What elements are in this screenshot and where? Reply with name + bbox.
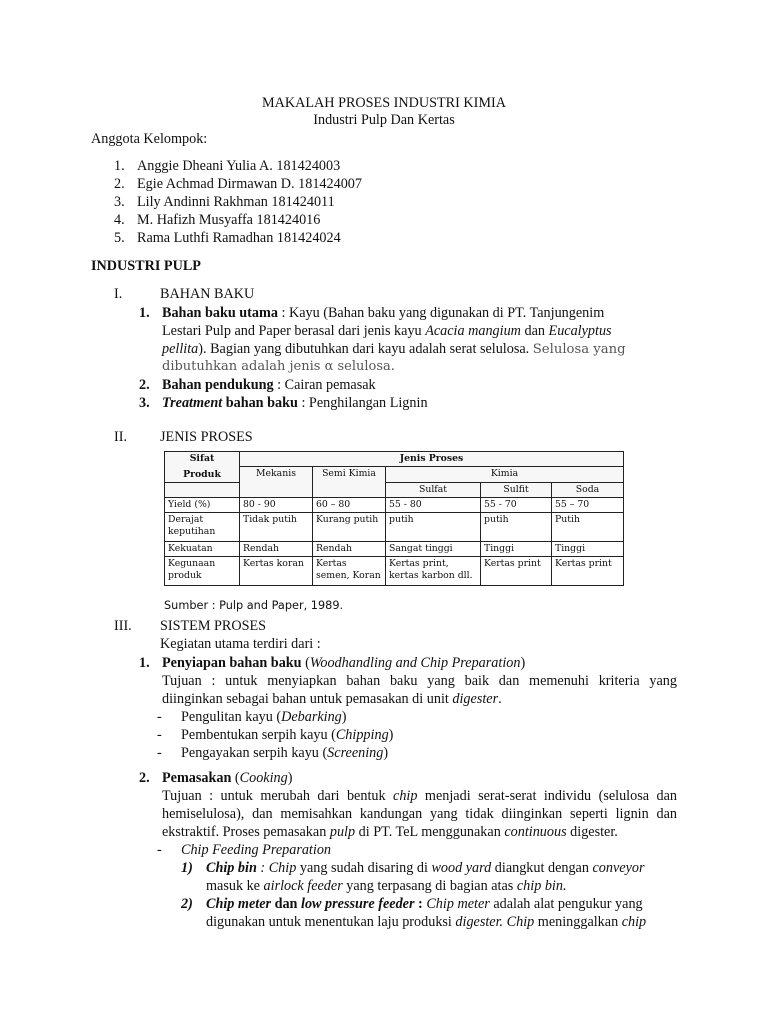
english-term: digester <box>452 691 499 707</box>
member-name: Egie Achmad Dirmawan D. 181424007 <box>137 176 362 192</box>
text-run: di PT. TeL menggunakan <box>355 824 505 840</box>
table-cell: Kertas print <box>552 557 624 586</box>
english-term: airlock feeder <box>263 878 343 894</box>
list-number: 1) <box>181 860 193 876</box>
text-run: diinginkan sebagai bahan untuk pemasakan di unit <box>162 691 453 707</box>
term-label: Pemasakan <box>162 770 232 786</box>
text-run: ekstraktif. Proses pemasakan <box>162 824 330 840</box>
paragraph-line <box>162 340 626 359</box>
table-cell: 55 - 80 <box>386 498 481 513</box>
species-name: pellita <box>162 341 199 357</box>
english-term: Woodhandling and Chip Preparation <box>309 655 521 671</box>
list-item <box>181 726 393 744</box>
term-label: dan <box>271 896 301 912</box>
english-term: Screening <box>327 745 384 761</box>
bullet-dash: - <box>157 727 162 743</box>
text-run: Pembentukan serpih kayu ( <box>181 727 336 743</box>
text-run: Pengulitan kayu ( <box>181 709 282 725</box>
english-term: digester. Chip <box>455 914 535 930</box>
table-cell: Kertas print <box>481 557 552 586</box>
paragraph-line <box>162 769 292 787</box>
table-cell: Tinggi <box>481 542 552 557</box>
bullet-dash: - <box>157 842 162 858</box>
header-text: Sifat <box>189 453 215 464</box>
text-run: ) <box>341 709 347 725</box>
list-number: 2. <box>139 770 150 786</box>
section-title: SISTEM PROSES <box>160 618 267 634</box>
table-cell: Kertas semen, Koran <box>313 557 386 586</box>
members-label: Anggota Kelompok: <box>91 131 208 147</box>
list-number: 3. <box>139 395 150 411</box>
section-title: JENIS PROSES <box>160 429 253 445</box>
text-run: meninggalkan <box>534 914 622 930</box>
table-cell: Yield (%) <box>165 498 240 513</box>
english-term: Debarking <box>281 709 342 725</box>
term-label: low pressure feeder <box>301 896 415 912</box>
text-run: Selulosa yang <box>532 342 626 357</box>
paragraph-line <box>206 895 643 913</box>
process-comparison-table <box>164 451 624 586</box>
english-term: pulp <box>329 824 356 840</box>
table-source: Sumber : Pulp and Paper, 1989. <box>164 599 344 612</box>
english-term: Cooking <box>239 770 288 786</box>
table-cell: Putih <box>552 513 624 542</box>
document-subtitle: Industri Pulp Dan Kertas <box>313 112 455 128</box>
text-run: . <box>498 691 502 707</box>
text-run: yang sudah disaring di <box>296 860 432 876</box>
table-cell: Kekuatan <box>165 542 240 557</box>
english-term: chip <box>621 914 647 930</box>
term-label: Chip bin <box>206 860 257 876</box>
term-label: Chip meter <box>206 896 272 912</box>
text-run: ( <box>301 655 310 671</box>
text-run: menjadi serat-serat individu (selulosa dan <box>417 788 677 804</box>
section-heading: INDUSTRI PULP <box>91 258 201 274</box>
section-number: II. <box>114 429 127 445</box>
english-term: chip <box>393 788 418 804</box>
term-label: Penyiapan bahan baku <box>162 655 302 671</box>
term-label: Bahan pendukung <box>162 377 274 393</box>
text-run: : Cairan pemasak <box>273 377 376 393</box>
paragraph-line <box>162 787 677 805</box>
text-run: adalah alat pengukur yang <box>489 896 643 912</box>
section-title: BAHAN BAKU <box>160 286 255 302</box>
text-run: : Kayu (Bahan baku yang digunakan di PT. Tanjungenim <box>277 305 605 321</box>
text-run: ) <box>520 655 526 671</box>
table-cell: Kertas koran <box>240 557 313 586</box>
text-run: Lestari Pulp and Paper berasal dari jenis kayu <box>162 323 426 339</box>
table-header-cell <box>165 483 240 498</box>
paragraph-line <box>206 913 646 931</box>
member-name: Rama Luthfi Ramadhan 181424024 <box>137 230 341 246</box>
list-number: 2) <box>181 896 193 912</box>
table-cell: Tidak putih <box>240 513 313 542</box>
paragraph-line <box>162 376 376 394</box>
paragraph-line: Tujuan : untuk menyiapkan bahan baku yang baik dan memenuhi kriteria yang <box>162 673 677 689</box>
bullet-dash: - <box>157 709 162 725</box>
species-name: Acacia mangium <box>425 323 521 339</box>
paragraph-line: Kegiatan utama terdiri dari : <box>160 636 321 652</box>
table-cell: Kegunaan produk <box>165 557 240 586</box>
list-item <box>181 744 388 762</box>
text-run: ( <box>231 770 240 786</box>
text-run: ) <box>383 745 389 761</box>
table-header-cell: Soda <box>552 483 624 498</box>
list-number: 4. <box>114 212 125 228</box>
english-term: Chip meter <box>426 896 490 912</box>
paragraph-line: hemiselulosa), dan memisahkan kandungan yang tidak diinginkan seperti lignin dan <box>162 806 677 822</box>
table-header-cell: Semi Kimia <box>313 467 386 498</box>
paragraph-line <box>162 304 604 322</box>
table-cell: Kertas print, kertas karbon dll. <box>386 557 481 586</box>
term-label: bahan baku <box>222 395 298 411</box>
list-number: 1. <box>114 158 125 174</box>
table-cell: Derajat keputihan <box>165 513 240 542</box>
text-run: Pengayakan serpih kayu ( <box>181 745 328 761</box>
member-name: M. Hafizh Musyaffa 181424016 <box>137 212 321 228</box>
table-cell: 60 – 80 <box>313 498 386 513</box>
paragraph-line <box>162 690 502 708</box>
text-run: yang terpasang di bagian atas <box>342 878 517 894</box>
table-header-cell <box>165 452 240 483</box>
table-cell: Rendah <box>313 542 386 557</box>
english-term: chip bin. <box>516 878 567 894</box>
list-number: 2. <box>114 176 125 192</box>
text-run: ) <box>388 727 394 743</box>
table-row <box>165 542 624 557</box>
paragraph-line <box>162 394 428 412</box>
text-run: diangkut dengan <box>491 860 593 876</box>
table-header-cell: Jenis Proses <box>240 452 624 467</box>
table-row <box>165 513 624 542</box>
english-term: continuous <box>504 824 567 840</box>
english-term: conveyor <box>592 860 645 876</box>
term-label: Treatment <box>162 395 223 411</box>
table-header-row <box>165 452 624 467</box>
table-header-cell: Sulfit <box>481 483 552 498</box>
member-name: Anggie Dheani Yulia A. 181424003 <box>137 158 341 174</box>
section-number: I. <box>114 286 123 302</box>
text-run: ) <box>287 770 293 786</box>
header-text: Produk <box>183 469 221 480</box>
text-run: : Penghilangan Lignin <box>297 395 428 411</box>
table-row <box>165 498 624 513</box>
paragraph-line <box>162 823 618 841</box>
list-number: 3. <box>114 194 125 210</box>
paragraph-line <box>206 877 567 895</box>
species-name: Eucalyptus <box>548 323 612 339</box>
english-term: Chipping <box>335 727 389 743</box>
table-cell: 80 - 90 <box>240 498 313 513</box>
text-run: digunakan untuk menentukan laju produksi <box>206 914 456 930</box>
term-label: Bahan baku utama <box>162 305 278 321</box>
paragraph-line <box>206 859 645 877</box>
table-cell: Rendah <box>240 542 313 557</box>
text-run: digester. <box>566 824 618 840</box>
section-number: III. <box>114 618 132 634</box>
table-cell: Sangat tinggi <box>386 542 481 557</box>
paragraph-line <box>162 322 612 340</box>
english-term: : Chip <box>256 860 297 876</box>
list-number: 5. <box>114 230 125 246</box>
table-cell: putih <box>481 513 552 542</box>
document-title: MAKALAH PROSES INDUSTRI KIMIA <box>262 95 506 111</box>
table-cell: putih <box>386 513 481 542</box>
text-run: dan <box>520 323 549 339</box>
list-number: 1. <box>139 305 150 321</box>
table-cell: 55 - 70 <box>481 498 552 513</box>
text-run: ). Bagian yang dibutuhkan dari kayu adalah serat selulosa. <box>198 341 533 357</box>
paragraph-line <box>162 654 525 672</box>
paragraph-line: dibutuhkan adalah jenis α selulosa. <box>162 359 395 374</box>
table-cell: Tinggi <box>552 542 624 557</box>
text-run: masuk ke <box>206 878 264 894</box>
table-cell: Kurang putih <box>313 513 386 542</box>
english-term: wood yard <box>431 860 492 876</box>
table-header-cell: Mekanis <box>240 467 313 498</box>
subsection-title: Chip Feeding Preparation <box>181 842 332 858</box>
text-run: Tujuan : untuk merubah dari bentuk <box>162 788 394 804</box>
list-number: 2. <box>139 377 150 393</box>
table-cell: 55 – 70 <box>552 498 624 513</box>
list-number: 1. <box>139 655 150 671</box>
table-header-cell: Kimia <box>386 467 624 483</box>
list-item <box>181 708 347 726</box>
term-label: : <box>414 896 427 912</box>
table-header-cell: Sulfat <box>386 483 481 498</box>
table-header-row <box>165 483 624 498</box>
bullet-dash: - <box>157 745 162 761</box>
table-row <box>165 557 624 586</box>
member-name: Lily Andinni Rakhman 181424011 <box>137 194 335 210</box>
